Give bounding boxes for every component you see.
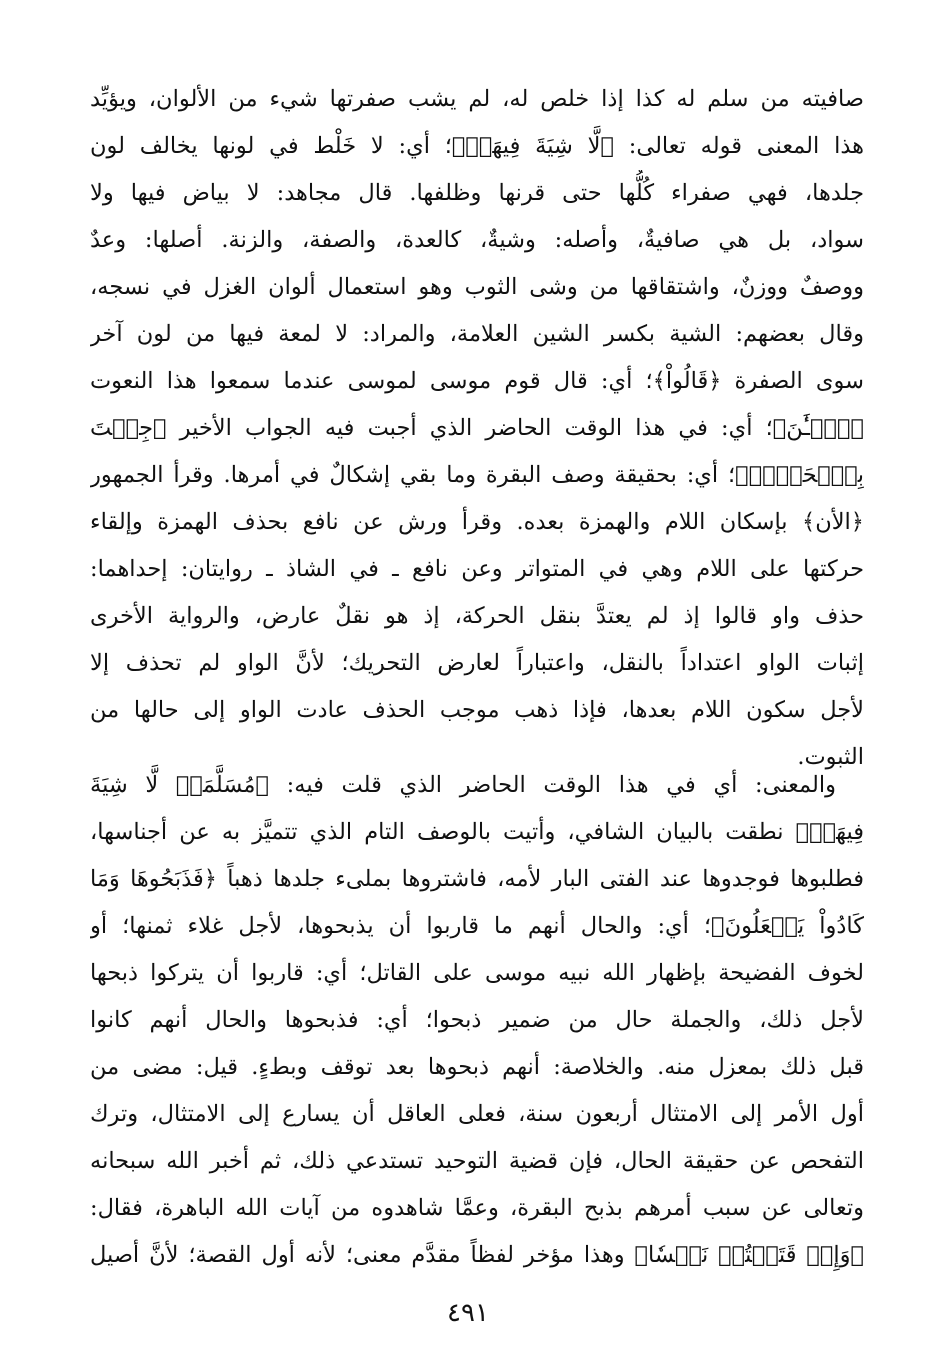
text-line: وتعالى عن سبب أمرهم بذبح البقرة، وعمَّا شاهدوه من آيات الله الباهرة، فقال: xyxy=(90,1195,864,1221)
text-line: لأجل سكون اللام بعدها، فإذا ذهب موجب الحذف عادت الواو إلى حالها من xyxy=(90,697,864,723)
text-line: سواد، بل هي صافيةٌ، وأصله: وشيةٌ، كالعدة، والصفة، والزنة. أصلها: وعدٌ xyxy=(90,227,864,253)
text-line: سوى الصفرة ﴿قَالُواْ﴾؛ أي: قال قوم موسى لموسى عندما سمعوا هذا النعوت xyxy=(90,368,864,394)
text-line: ووصفٌ ووزنٌ، واشتقاقها من وشى الثوب وهو استعمال ألوان الغزل في نسجه، xyxy=(90,274,864,300)
text-line: ﴿وَإِذۡ قَتَلۡتُمۡ نَفۡسٗا﴾ وهذا مؤخر لفظاً مقدَّم معنى؛ لأنه أول القصة؛ لأنَّ أصيل xyxy=(90,1242,864,1268)
text-line: الثبوت. xyxy=(797,744,864,770)
text-line: جلدها، فهي صفراء كُلُّها حتى قرنها وظلفها. قال مجاهد: لا بياض فيها ولا xyxy=(90,180,864,206)
text-line: ﴿ٱلۡـَٰٔنَ﴾؛ أي: في هذا الوقت الحاضر الذي أجبت فيه الجواب الأخير ﴿جِئۡتَ xyxy=(90,415,864,441)
text-line: ﴿الأن﴾ بإسكان اللام والهمزة بعده. وقرأ ورش عن نافع بحذف الهمزة وإلقاء xyxy=(90,509,864,535)
text-line: إثبات الواو اعتداداً بالنقل، واعتباراً لعارض التحريك؛ لأنَّ الواو لم تحذف إلا xyxy=(90,650,864,676)
paragraph-2 xyxy=(90,762,864,1279)
text-line: لأجل ذلك، والجملة حال من ضمير ذبحوا؛ أي: فذبحوها والحال أنهم كانوا xyxy=(90,1007,864,1033)
text-line: هذا المعنى قوله تعالى: ﴿لَّا شِيَةَ فِيهَاۚ﴾؛ أي: لا خَلْط في لونها يخالف لون xyxy=(90,133,864,159)
paragraph-1 xyxy=(90,76,864,781)
text-line: لخوف الفضيحة بإظهار الله نبيه موسى على القاتل؛ أي: قاربوا أن يتركوا ذبحها xyxy=(90,960,864,986)
text-line: فِيهَاۚ﴾ نطقت بالبيان الشافي، وأتيت بالوصف التام الذي تتميَّز به عن أجناسها، xyxy=(90,819,864,845)
text-line: أول الأمر إلى الامتثال أربعون سنة، فعلى العاقل أن يسارع إلى الامتثال، وترك xyxy=(90,1101,864,1127)
text-line: كَادُواْ يَفۡعَلُونَ﴾؛ أي: والحال أنهم ما قاربوا أن يذبحوها، لأجل غلاء ثمنها؛ أو xyxy=(90,913,864,939)
text-line: التفحص عن حقيقة الحال، فإن قضية التوحيد تستدعي ذلك، ثم أخبر الله سبحانه xyxy=(90,1148,864,1174)
text-line: حذف واو قالوا إذ لم يعتدَّ بنقل الحركة، إذ هو نقلٌ عارض، والرواية الأخرى xyxy=(90,603,864,629)
page-number: ٤٩١ xyxy=(447,1298,489,1328)
text-line: وقال بعضهم: الشية بكسر الشين العلامة، والمراد: لا لمعة فيها من لون آخر xyxy=(90,321,864,347)
text-line: قبل ذلك بمعزل منه. والخلاصة: أنهم ذبحوها بعد توقف وبطءٍ. قيل: مضى من xyxy=(90,1054,864,1080)
text-line: والمعنى: أي في هذا الوقت الحاضر الذي قلت فيه: ﴿مُسَلَّمَةٞ لَّا شِيَةَ xyxy=(90,772,836,798)
text-line: فطلبوها فوجدوها عند الفتى البار لأمه، فاشتروها بملىء جلدها ذهباً ﴿فَذَبَحُوهَا وَمَا xyxy=(90,866,864,892)
text-line: حركتها على اللام وهي في المتواتر وعن نافع ـ في الشاذ ـ روايتان: إحداهما: xyxy=(90,556,864,582)
text-line: صافيته من سلم له كذا إذا خلص له، لم يشب صفرتها شيء من الألوان، ويؤيِّد xyxy=(90,86,864,112)
text-line: بِٱلۡحَقِّۚ﴾؛ أي: بحقيقة وصف البقرة وما بقي إشكالٌ في أمرها. وقرأ الجمهور xyxy=(90,462,864,488)
